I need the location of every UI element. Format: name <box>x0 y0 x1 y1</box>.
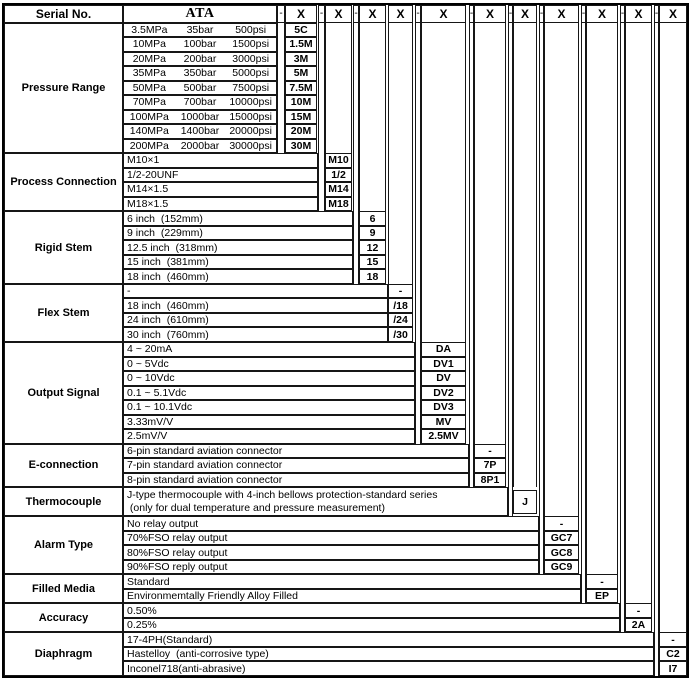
option-code-cell: 10M <box>285 95 317 110</box>
pressure-value: 140MPa <box>129 125 169 138</box>
option-desc-cell: M10×1 <box>123 153 318 168</box>
option-code-cell: DV2 <box>421 386 466 401</box>
option-desc-cell: 18 inch (460mm) <box>123 269 353 284</box>
option-code-cell: 6 <box>359 211 386 226</box>
option-code-cell: 9 <box>359 226 386 241</box>
pressure-value: 5000psi <box>232 67 270 80</box>
option-code-cell: /24 <box>388 313 413 328</box>
option-desc-cell: 0.1 ~ 10.1Vdc <box>123 400 415 415</box>
option-code-cell: - <box>388 284 413 299</box>
column-strip <box>388 23 413 284</box>
option-desc-cell: Standard <box>123 574 581 589</box>
option-code-cell: I7 <box>659 661 687 676</box>
option-code-cell: GC7 <box>544 531 579 546</box>
separator-cell: - <box>469 5 474 23</box>
code-placeholder-cell: X <box>325 5 352 23</box>
option-desc-cell: 4 ~ 20mA <box>123 342 415 357</box>
option-desc-cell: 30 inch (760mm) <box>123 327 388 342</box>
option-desc-cell: 12.5 inch (318mm) <box>123 240 353 255</box>
option-desc-cell: 0.50% <box>123 603 620 618</box>
option-code-cell: 30M <box>285 139 317 154</box>
option-code-cell: J <box>513 490 537 514</box>
column-strip <box>325 23 352 154</box>
option-code-cell: GC8 <box>544 545 579 560</box>
option-desc-cell: 0 ~ 10Vdc <box>123 371 415 386</box>
column-strip <box>513 23 537 488</box>
pressure-value: 3000psi <box>232 52 270 65</box>
section-label: Rigid Stem <box>4 211 123 284</box>
section-label: Output Signal <box>4 342 123 444</box>
option-desc-cell: 17-4PH(Standard) <box>123 632 654 647</box>
option-desc-cell: 9 inch (229mm) <box>123 226 353 241</box>
code-placeholder-cell: X <box>544 5 579 23</box>
option-code-cell: 20M <box>285 124 317 139</box>
option-desc-cell <box>123 124 277 139</box>
option-code-cell: /30 <box>388 327 413 342</box>
option-desc-cell: Inconel718(anti-abrasive) <box>123 661 654 676</box>
code-placeholder-cell: X <box>659 5 687 23</box>
option-code-cell: 18 <box>359 269 386 284</box>
pressure-value: 500bar <box>183 81 217 94</box>
code-placeholder-cell: X <box>421 5 466 23</box>
option-code-cell: 7.5M <box>285 81 317 96</box>
option-code-cell: 5M <box>285 66 317 81</box>
option-desc-cell: M18×1.5 <box>123 197 318 212</box>
code-placeholder-cell: X <box>474 5 506 23</box>
option-code-cell: - <box>474 444 506 459</box>
option-desc-cell: 2.5mV/V <box>123 429 415 444</box>
pressure-value: 70MPa <box>132 96 166 109</box>
option-code-cell: GC9 <box>544 560 579 575</box>
section-label: Pressure Range <box>4 23 123 154</box>
section-label: Filled Media <box>4 574 123 603</box>
pressure-value: 7500psi <box>232 81 270 94</box>
code-placeholder-cell: X <box>586 5 618 23</box>
option-code-cell: DA <box>421 342 466 357</box>
option-code-cell: 12 <box>359 240 386 255</box>
option-code-cell: EP <box>586 589 618 604</box>
pressure-value: 10MPa <box>132 38 166 51</box>
option-code-cell: 2.5MV <box>421 429 466 444</box>
pressure-value: 35bar <box>186 23 214 36</box>
option-desc-cell: 15 inch (381mm) <box>123 255 353 270</box>
option-desc-cell: Environmemtally Friendly Alloy Filled <box>123 589 581 604</box>
pressure-value: 10000psi <box>229 96 272 109</box>
option-desc-cell: 0 ~ 5Vdc <box>123 357 415 372</box>
separator-cell: - <box>277 5 285 23</box>
section-label: Thermocouple <box>4 487 123 516</box>
option-code-cell: 7P <box>474 458 506 473</box>
option-desc-cell: 24 inch (610mm) <box>123 313 388 328</box>
option-desc-cell: 1/2-20UNF <box>123 168 318 183</box>
column-strip <box>421 23 466 342</box>
pressure-value: 100bar <box>183 38 217 51</box>
option-desc-line: J-type thermocouple with 4-inch bellows protection-standard series <box>127 489 438 502</box>
option-desc-cell: 3.33mV/V <box>123 415 415 430</box>
option-code-cell: 2A <box>625 618 652 633</box>
pressure-value: 100MPa <box>129 110 169 123</box>
section-label: Flex Stem <box>4 284 123 342</box>
pressure-value: 35MPa <box>132 67 166 80</box>
option-desc-cell <box>123 487 508 516</box>
option-code-cell: 1.5M <box>285 37 317 52</box>
option-code-cell: 15M <box>285 110 317 125</box>
option-desc-cell: 6-pin standard aviation connector <box>123 444 469 459</box>
separator-cell: - <box>620 5 625 23</box>
option-desc-cell: 18 inch (460mm) <box>123 298 388 313</box>
series-code-header: ATA <box>123 5 277 23</box>
code-placeholder-cell: X <box>285 5 317 23</box>
option-code-cell: 1/2 <box>325 168 352 183</box>
pressure-value: 1000bar <box>180 110 220 123</box>
separator-cell: - <box>353 5 359 23</box>
pressure-value: 15000psi <box>229 110 272 123</box>
column-strip <box>625 23 652 604</box>
column-strip <box>474 23 506 444</box>
pressure-value: 350bar <box>183 67 217 80</box>
pressure-value: 1400bar <box>180 125 220 138</box>
separator-cell: - <box>654 5 659 23</box>
option-desc-cell <box>123 52 277 67</box>
option-desc-cell: M14×1.5 <box>123 182 318 197</box>
pressure-value: 500psi <box>235 23 267 36</box>
option-desc-cell <box>123 37 277 52</box>
pressure-value: 200bar <box>183 52 217 65</box>
option-code-cell: 8P1 <box>474 473 506 488</box>
option-code-cell: MV <box>421 415 466 430</box>
option-desc-cell: 7-pin standard aviation connector <box>123 458 469 473</box>
pressure-value: 700bar <box>183 96 217 109</box>
separator-strip <box>318 23 325 212</box>
option-desc-cell: 70%FSO relay output <box>123 531 539 546</box>
section-label: Process Connection <box>4 153 123 211</box>
separator-cell: - <box>581 5 586 23</box>
pressure-value: 20000psi <box>229 125 272 138</box>
pressure-value: 30000psi <box>229 139 272 152</box>
option-code-cell: - <box>544 516 579 531</box>
option-desc-cell: 0.25% <box>123 618 620 633</box>
column-strip <box>359 23 386 212</box>
section-label: Accuracy <box>4 603 123 632</box>
option-desc-cell <box>123 66 277 81</box>
option-code-cell: /18 <box>388 298 413 313</box>
option-desc-cell: - <box>123 284 388 299</box>
option-desc-cell <box>123 139 277 154</box>
pressure-value: 50MPa <box>132 81 166 94</box>
option-desc-cell: No relay output <box>123 516 539 531</box>
option-desc-line: (only for dual temperature and pressure measurement) <box>127 501 385 514</box>
column-strip <box>659 23 687 633</box>
code-placeholder-cell: X <box>625 5 652 23</box>
option-code-cell: C2 <box>659 647 687 662</box>
separator-cell: - <box>318 5 325 23</box>
option-code-cell: 3M <box>285 52 317 67</box>
separator-strip <box>277 23 285 154</box>
column-strip <box>544 23 579 517</box>
code-placeholder-cell: X <box>359 5 386 23</box>
option-desc-cell <box>123 23 277 38</box>
column-strip <box>586 23 618 575</box>
option-desc-cell: 90%FSO reply output <box>123 560 539 575</box>
option-desc-cell: 0.1 ~ 5.1Vdc <box>123 386 415 401</box>
option-code-cell: - <box>586 574 618 589</box>
separator-cell: - <box>508 5 513 23</box>
option-desc-cell: Hastelloy (anti-corrosive type) <box>123 647 654 662</box>
separator-cell: - <box>539 5 544 23</box>
option-desc-cell: 80%FSO relay output <box>123 545 539 560</box>
section-label: Alarm Type <box>4 516 123 574</box>
pressure-value: 3.5MPa <box>131 23 168 36</box>
code-placeholder-cell: X <box>513 5 537 23</box>
section-label: E-connection <box>4 444 123 488</box>
option-desc-cell: 8-pin standard aviation connector <box>123 473 469 488</box>
option-code-cell: M14 <box>325 182 352 197</box>
option-code-cell: M18 <box>325 197 352 212</box>
option-code-cell: 5C <box>285 23 317 38</box>
option-desc-cell <box>123 110 277 125</box>
option-desc-cell: 6 inch (152mm) <box>123 211 353 226</box>
separator-cell: - <box>415 5 421 23</box>
pressure-value: 20MPa <box>132 52 166 65</box>
option-code-cell: DV <box>421 371 466 386</box>
pressure-value: 1500psi <box>232 38 270 51</box>
option-desc-cell <box>123 81 277 96</box>
pressure-value: 2000bar <box>180 139 220 152</box>
option-desc-cell <box>123 95 277 110</box>
option-code-cell: DV1 <box>421 357 466 372</box>
serial-no-header: Serial No. <box>4 5 123 23</box>
option-code-cell: M10 <box>325 153 352 168</box>
option-code-cell: 15 <box>359 255 386 270</box>
code-placeholder-cell: X <box>388 5 413 23</box>
option-code-cell: - <box>625 603 652 618</box>
pressure-value: 200MPa <box>129 139 169 152</box>
option-code-cell: DV3 <box>421 400 466 415</box>
option-code-cell: - <box>659 632 687 647</box>
section-label: Diaphragm <box>4 632 123 676</box>
